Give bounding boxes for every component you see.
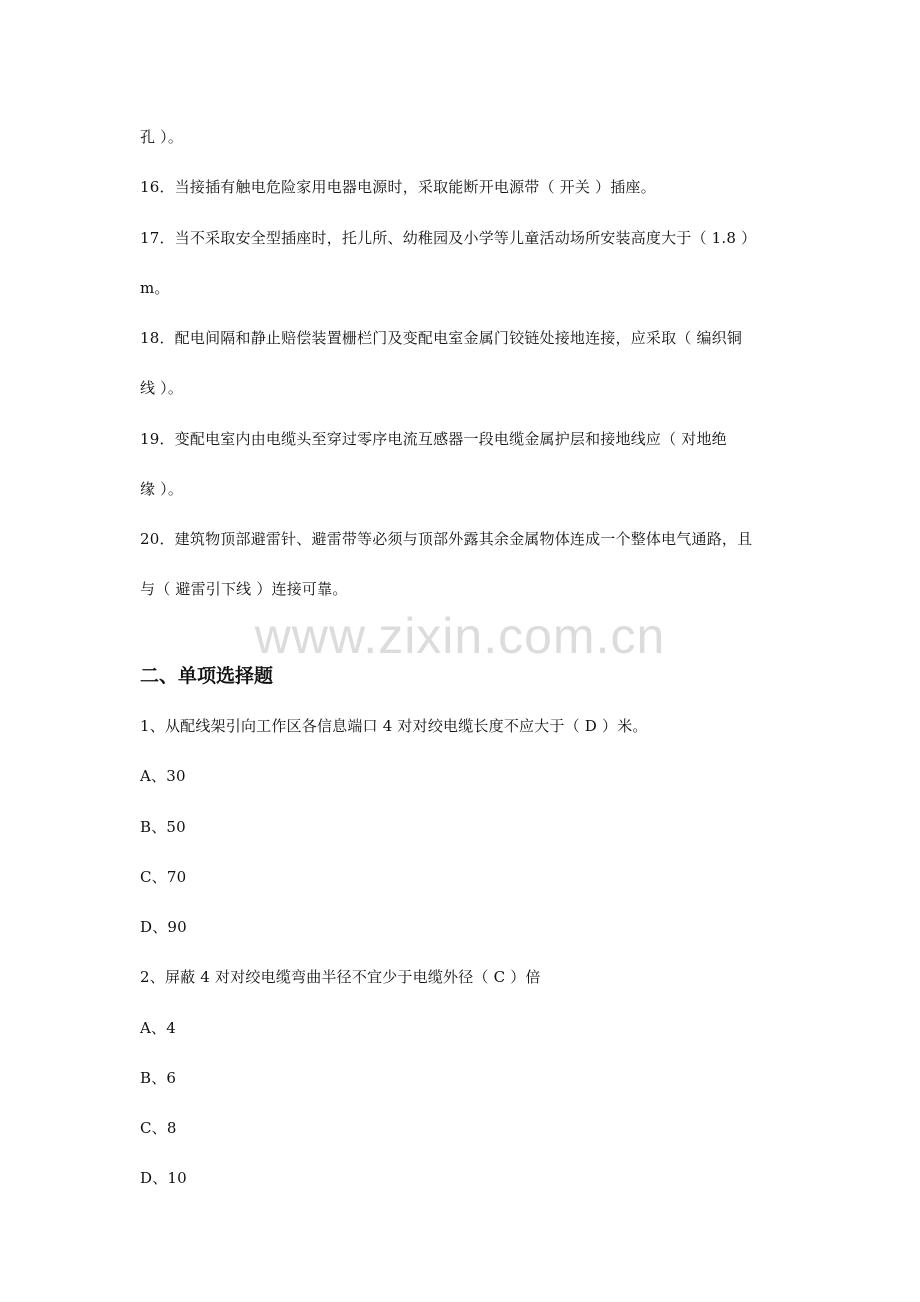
option-a: A、30	[140, 767, 186, 785]
fill-in-question-16: 16．当接插有触电危险家用电器电源时，采取能断开电源带（ 开关 ）插座。	[140, 178, 656, 196]
fill-in-question-19: 19．变配电室内由电缆头至穿过零序电流互感器一段电缆金属护层和接地线应（ 对地绝	[140, 430, 727, 448]
option-c: C、8	[140, 1119, 177, 1137]
fill-in-line: 线 ）。	[140, 379, 184, 397]
option-d: D、10	[140, 1169, 187, 1187]
fill-in-line: m。	[140, 279, 170, 297]
section-heading: 二、单项选择题	[140, 665, 274, 687]
fill-in-line: 与（ 避雷引下线 ）连接可靠。	[140, 580, 348, 598]
fill-in-question-18: 18．配电间隔和静止赔偿装置栅栏门及变配电室金属门铰链处接地连接，应采取（ 编织铜	[140, 329, 743, 347]
option-b: B、6	[140, 1069, 177, 1087]
option-d: D、90	[140, 918, 187, 936]
option-c: C、70	[140, 868, 187, 886]
option-b: B、50	[140, 818, 186, 836]
fill-in-line: 孔 ）。	[140, 128, 184, 146]
watermark: www.zixin.com.cn	[254, 608, 666, 664]
question-stem: 1、从配线架引向工作区各信息端口 4 对对绞电缆长度不应大于（ D ）米。	[140, 717, 648, 735]
fill-in-question-20: 20．建筑物顶部避雷针、避雷带等必须与顶部外露其余金属物体连成一个整体电气通路，且	[140, 530, 753, 548]
question-stem: 2、屏蔽 4 对对绞电缆弯曲半径不宜少于电缆外径（ C ）倍	[140, 968, 541, 986]
fill-in-question-17: 17．当不采取安全型插座时，托儿所、幼稚园及小学等儿童活动场所安装高度大于（ 1.8 ）	[140, 229, 757, 247]
fill-in-line: 缘 ）。	[140, 480, 184, 498]
option-a: A、4	[140, 1019, 176, 1037]
